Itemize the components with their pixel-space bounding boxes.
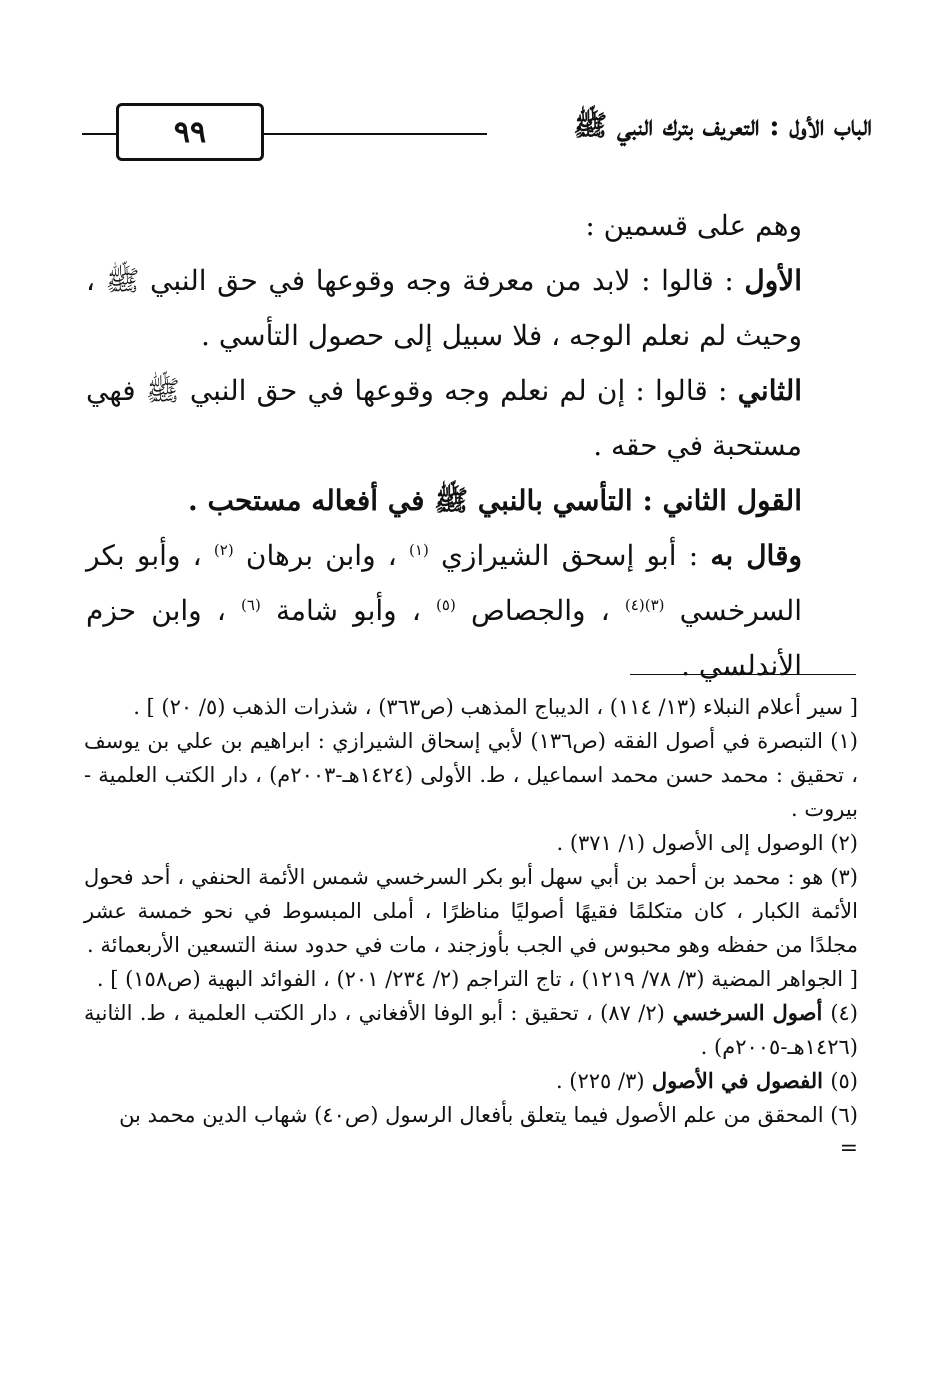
- chapter-title: الباب الأول : التعريف بترك النبي ﷺ: [573, 109, 872, 142]
- header-rule: [264, 133, 487, 135]
- footnote-3: (٣) هو : محمد بن أحمد بن أبي سهل أبو بكر السرخسي شمس الأئمة الحنفي ، أحد فحول الأئمة الكبار ، كان متكلمًا فقيهًا أصوليًا مناظرًا ، أملى المبسوط في نحو خمسة عشر مجلدًا من حفظه وهو محبوس في الجب بأوزجند ، مات في حدود سنة التسعين الأربعمائة .: [84, 865, 858, 957]
- scholars-text-c: ، وأبو بكر السرخسي: [86, 539, 803, 627]
- footnote-4: [84, 996, 858, 1064]
- scholars-label: وقال به: [710, 539, 802, 572]
- scholars-text-f: ، وابن حزم الأندلسي .: [86, 594, 802, 682]
- paragraph-scholars: [86, 528, 856, 693]
- footnote-3-references: [ الجواهر المضية (٣/ ٧٨/ ١٢١٩) ، تاج التراجم (٢/ ٢٣٤/ ٢٠١) ، الفوائد البهية (ص١٥٨) ] .: [96, 967, 858, 991]
- second-text: : قالوا : إن لم نعلم وجه وقوعها في حق النبي ﷺ فهي مستحبة في حقه .: [86, 374, 802, 462]
- footnote-ref-5[interactable]: (٥): [436, 596, 456, 614]
- scholars-text-b: ، وابن برهان: [233, 539, 410, 572]
- paragraph-first: [86, 253, 856, 363]
- first-label: الأول: [744, 264, 802, 297]
- footnote-4-number: (٤): [830, 1001, 858, 1025]
- footnote-2: (٢) الوصول إلى الأصول (١/ ٣٧١) .: [556, 831, 858, 855]
- paragraph-intro: وهم على قسمين :: [585, 209, 802, 242]
- second-label: الثاني: [737, 374, 802, 407]
- continuation-mark: =: [839, 1136, 858, 1161]
- footnote-4-title: أصول السرخسي: [664, 1000, 831, 1025]
- footnote-continuation: [ سير أعلام النبلاء (١٣/ ١١٤) ، الديباج المذهب (ص٣٦٣) ، شذرات الذهب (٥/ ٢٠) ] .: [133, 695, 858, 719]
- footnote-ref-3-4[interactable]: (٣)(٤): [624, 596, 665, 614]
- footnote-ref-1[interactable]: (١): [409, 541, 429, 559]
- scholars-text-d: ، والجصاص: [455, 594, 625, 627]
- footnote-ref-6[interactable]: (٦): [241, 596, 261, 614]
- paragraph-second: [86, 363, 856, 473]
- first-text: : قالوا : لابد من معرفة وجه وقوعها في حق النبي ﷺ ، وحيث لم نعلم الوجه ، فلا سبيل إلى حصول التأسي .: [86, 264, 802, 352]
- footnote-1: (١) التبصرة في أصول الفقه (ص١٣٦) لأبي إسحاق الشيرازي : ابراهيم بن علي بن يوسف ، تحقيق : محمد حسن محمد اسماعيل ، ط. الأولى (١٤٢٤هـ-٢٠٠٣م) ، دار الكتب العلمية - بيروت .: [84, 729, 858, 821]
- second-opinion-heading: القول الثاني : التأسي بالنبي ﷺ في أفعاله مستحب .: [188, 484, 802, 517]
- footnote-ref-2[interactable]: (٢): [213, 541, 234, 559]
- footnote-4-text: (٢/ ٨٧) ، تحقيق : أبو الوفا الأفغاني ، دار الكتب العلمية ، ط. الثانية (١٤٢٦هـ-٢٠٠٥م) .: [84, 1001, 858, 1059]
- footnote-5-number: (٥): [830, 1069, 858, 1093]
- page-header: [82, 97, 872, 169]
- footnote-5-title: الفصول في الأصول: [644, 1068, 831, 1093]
- scholars-text-a: : أبو إسحق الشيرازي: [428, 539, 711, 572]
- footnote-6: (٦) المحقق من علم الأصول فيما يتعلق بأفعال الرسول (ص٤٠) شهاب الدين محمد بن: [119, 1103, 858, 1127]
- footnote-separator: [630, 674, 856, 675]
- main-text: [86, 198, 856, 693]
- footnote-5: [84, 1064, 858, 1098]
- footnote-5-text: (٣/ ٢٢٥) .: [555, 1069, 645, 1093]
- header-rule-left: [82, 133, 116, 135]
- footnotes: [84, 690, 858, 1166]
- page-number: ٩٩: [116, 103, 264, 161]
- scholars-text-e: ، وأبو شامة: [260, 594, 437, 627]
